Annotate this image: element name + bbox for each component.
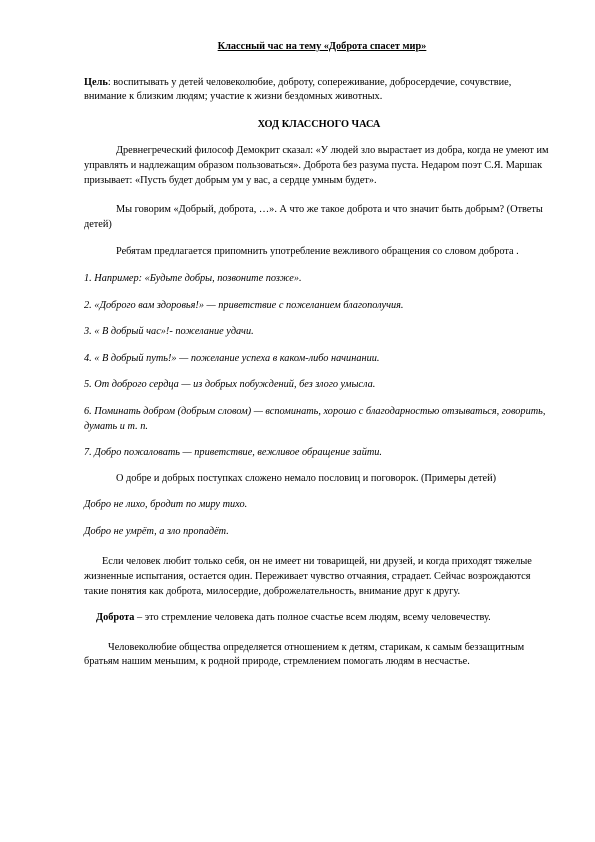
humanity-paragraph: Человеколюбие общества определяется отношением к детям, старикам, к самым беззащитным братьям нашим меньшим, к родной природе, стремлением помогать людям в несчастье. — [84, 641, 525, 668]
definition-term: Доброта — [96, 612, 135, 624]
democritus-paragraph: Древнегреческий философ Демокрит сказал: «У людей зло вырастает из добра, когда не умеют им управлять и надлежащим образом пользоваться». Доброта без разума пуста. Недаром поэт С.Я. Маршак призывает: «Пусть будет добрым ум у вас, а сердце умным будет». — [84, 145, 549, 186]
definition-text: – это стремление человека дать полное счастье всем людям, всему человечеству. — [134, 612, 491, 624]
example-item: 2. «Доброго вам здоровья!» — приветствие с пожеланием благополучия. — [84, 299, 404, 311]
example-item: 5. От доброго сердца — из добрых побуждений, без злого умысла. — [84, 379, 376, 391]
question-paragraph: Мы говорим «Добрый, доброта, …». А что же такое доброта и что значит быть добрым? (Ответы детей) — [84, 204, 543, 230]
goal-paragraph — [84, 76, 554, 105]
example-item: 6. Поминать добром (добрым словом) — вспоминать, хорошо с благодарностью отзываться, говорить, думать и т. п. — [84, 405, 546, 432]
goal-label: Цель — [84, 76, 108, 88]
definition-paragraph — [84, 611, 554, 626]
example-item: 3. « В добрый час»!- пожелание удачи. — [84, 326, 254, 338]
section-heading: ХОД КЛАССНОГО ЧАСА — [257, 118, 381, 130]
proverb-item: Добро не умрёт, а зло пропадёт. — [84, 525, 229, 537]
example-item: 7. Добро пожаловать — приветствие, вежливое обращение зайти. — [84, 447, 382, 459]
proverbs-intro: О добре и добрых поступках сложено немало пословиц и поговорок. (Примеры детей) — [116, 472, 497, 484]
document-page — [84, 40, 554, 670]
example-item: 4. « В добрый путь!» — пожелание успеха в каком-либо начинании. — [84, 352, 380, 364]
document-title: Классный час на тему «Доброта спасет мир» — [217, 41, 427, 52]
proverb-item: Добро не лихо, бродит по миру тихо. — [84, 499, 248, 511]
goal-text: : воспитывать у детей человеколюбие, доброту, сопереживание, добросердечие, сочувствие, внимание к близким людям; участие к жизни бездомных животных. — [84, 76, 512, 103]
task-paragraph: Ребятам предлагается припомнить употребление вежливого обращения со словом доброта . — [116, 246, 519, 258]
example-item: 1. Например: «Будьте добры, позвоните позже». — [84, 272, 302, 284]
self-love-paragraph: Если человек любит только себя, он не имеет ни товарищей, ни друзей, и когда приходят тяжелые жизненные испытания, остается один. Переживает чувство отчаяния, страдает. Сейчас возрождаются такие понятия как доброта, милосердие, доброжелательность, внимание друг к другу. — [84, 556, 532, 597]
